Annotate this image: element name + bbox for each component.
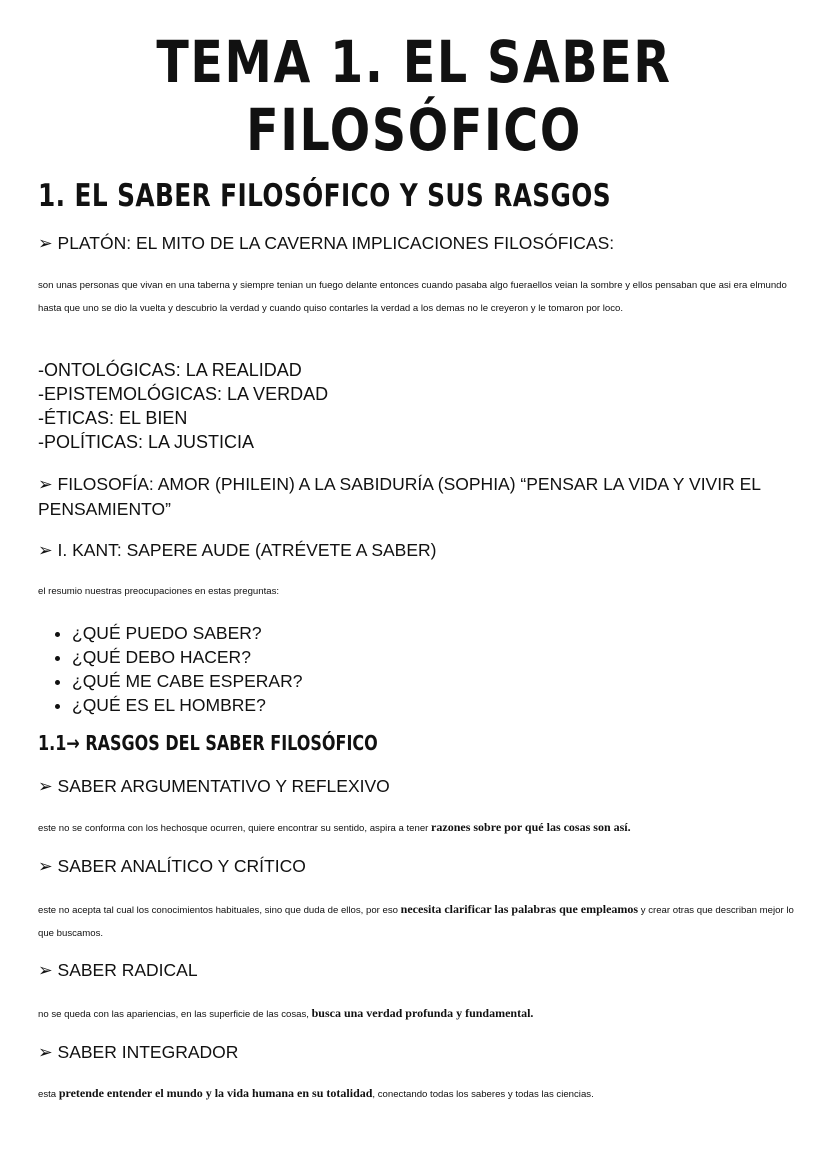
bold-segment: pretende entender el mundo y la vida humana en su totalidad — [58, 1086, 373, 1100]
text-segment: este no se conforma con los hechosque ocurren, quiere encontrar su sentido, aspira a tener — [38, 823, 432, 834]
text-segment: esta — [38, 1089, 59, 1100]
bold-segment: razones sobre por qué las cosas son así. — [431, 820, 631, 834]
question-item: • ¿QUÉ PUEDO SABER? — [72, 621, 302, 645]
section-heading: 1. EL SABER FILOSÓFICO Y SUS RASGOS — [38, 178, 612, 214]
rasgo-paragraph — [38, 898, 798, 945]
text-segment: este no acepta tal cual los conocimientos habituales, sino que duda de ellos, por eso — [38, 905, 401, 916]
subsection-heading: 1.1→ RASGOS DEL SABER FILOSÓFICO — [38, 731, 378, 755]
implicacion-item: -ÉTICAS: EL BIEN — [38, 408, 188, 428]
text-segment: no se queda con las apariencias, en las superficie de las cosas, — [38, 1009, 312, 1020]
bold-segment: busca una verdad profunda y fundamental. — [311, 1006, 534, 1020]
kant-paragraph: el resumio nuestras preocupaciones en estas preguntas: — [38, 586, 280, 597]
platon-paragraph: son unas personas que vivan en una taberna y siempre tenian un fuego delante entonces cuando pasaba algo fueraellos veian la sombre y ellos pensaban que asi era elmundo hasta que uno se dio la vuelta y descubrio la verdad y cuando quiso contarles la verdad a los demas no le creyeron y le tomaron por loco. — [38, 280, 787, 314]
text-segment: , conectando todas los saberes y todas las ciencias. — [372, 1089, 594, 1100]
question-item: • ¿QUÉ ES EL HOMBRE? — [72, 693, 302, 717]
implicacion-item: -EPISTEMOLÓGICAS: LA VERDAD — [38, 384, 329, 404]
text-segment: y crear otras que describan mejor lo que buscamos. — [38, 905, 794, 939]
kant-heading: ➢ I. KANT: SAPERE AUDE (ATRÉVETE A SABER) — [38, 540, 437, 560]
rasgo-heading: ➢ SABER ANALÍTICO Y CRÍTICO — [38, 856, 306, 876]
question-item: • ¿QUÉ DEBO HACER? — [72, 645, 302, 669]
document-title: TEMA 1. EL SABER FILOSÓFICO — [156, 28, 672, 164]
rasgo-heading: ➢ SABER RADICAL — [38, 960, 198, 980]
questions-list — [38, 621, 302, 717]
rasgo-paragraph — [38, 1002, 798, 1026]
implicaciones-list — [38, 358, 328, 454]
platon-heading: ➢ PLATÓN: EL MITO DE LA CAVERNA IMPLICACIONES FILOSÓFICAS: — [38, 233, 615, 253]
implicacion-item: -ONTOLÓGICAS: LA REALIDAD — [38, 360, 302, 380]
filosofia-heading: ➢ FILOSOFÍA: AMOR (PHILEIN) A LA SABIDURÍA (SOPHIA) “PENSAR LA VIDA Y VIVIR EL PENSAMIENTO” — [38, 474, 761, 519]
rasgo-paragraph — [38, 1082, 798, 1106]
question-item: • ¿QUÉ ME CABE ESPERAR? — [72, 669, 302, 693]
implicacion-item: -POLÍTICAS: LA JUSTICIA — [38, 432, 255, 452]
rasgo-paragraph — [38, 816, 798, 840]
rasgo-heading: ➢ SABER ARGUMENTATIVO Y REFLEXIVO — [38, 776, 390, 796]
rasgo-heading: ➢ SABER INTEGRADOR — [38, 1042, 239, 1062]
bold-segment: necesita clarificar las palabras que empleamos — [400, 902, 639, 916]
